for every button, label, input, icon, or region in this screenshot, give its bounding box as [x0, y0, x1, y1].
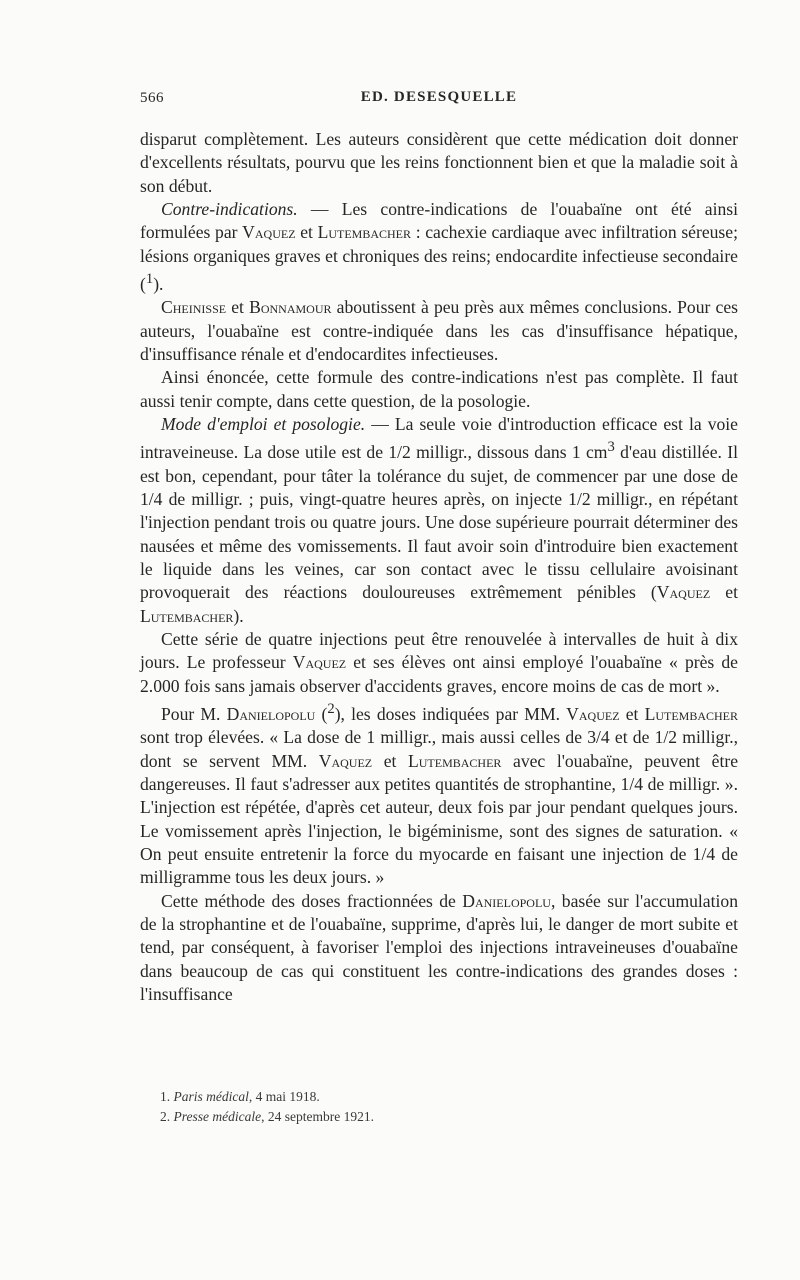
author-name: Vaquez	[566, 703, 620, 724]
author-name: Lutembacher	[317, 222, 412, 243]
footnote-number: 1.	[160, 1089, 171, 1104]
text-run: disparut complètement. Les auteurs considèrent que cette médication doit donner d'excellents résultats, pourvu que les reins fonctionnent bien et que la maladie soit à son début.	[140, 129, 738, 196]
author-name: Cheinisse	[161, 297, 227, 318]
text-run: , basée sur l'accumulation de la strophantine et de l'ouabaïne, supprime, d'après lui, le danger de mort subite et tend, par conséquent, à favoriser l'emploi des injections intraveineuses d'ouabaïne dans beaucoup de cas qui constituent les contre-indications des grandes doses : l'insuffisance	[140, 890, 738, 1004]
text-run: ).	[153, 273, 164, 294]
body-text	[140, 128, 738, 1006]
paragraph-ainsi	[140, 366, 738, 413]
running-title: ED. DESESQUELLE	[360, 89, 518, 105]
text-run: Cette série de quatre injections peut être renouvelée à intervalles de huit à dix jours. Le professeur	[140, 628, 738, 673]
text-run: Cette méthode des doses fractionnées de	[161, 890, 463, 911]
section-heading: Contre-indications.	[161, 199, 298, 220]
footnote-2	[160, 1107, 720, 1127]
footnote-ref: 2	[327, 700, 335, 717]
text-run: sont trop élevées. « La dose de 1 milligr., mais aussi celles de 3/4 et de 1/2 milligr., dont se servent MM.	[140, 727, 738, 771]
author-name: Vaquez	[318, 750, 373, 771]
text-run: d'eau distillée. Il est bon, cependant, pour tâter la tolérance du sujet, de commencer par une dose de 1/4 de milligr. ; puis, vingt-quatre heures après, on injecte 1/2 milligr., en répétant l'injection pendant trois ou quatre jours. Une dose supérieure pourrait déterminer des nausées et même des vomissements. Il faut avoir soin d'introduire bien exactement le liquide dans les veines, car son contact avec le tissu cellulaire avoisinant provoquerait des réactions douloureuses extrêmement pénibles (	[140, 442, 738, 603]
paragraph-mode-emploi	[140, 413, 738, 628]
text-run: (	[315, 703, 328, 724]
footnote-source: Presse médicale	[173, 1109, 262, 1124]
author-name: Vaquez	[656, 582, 711, 603]
text-run: et	[226, 297, 250, 318]
author-name: Bonnamour	[249, 297, 332, 318]
text-run: Pour M.	[161, 703, 227, 724]
paragraph-contre-indications	[140, 198, 738, 296]
paragraph-1	[140, 128, 738, 198]
author-name: Danielopolu	[226, 703, 316, 724]
text-run: et	[619, 703, 645, 724]
footnote-ref: 1	[145, 271, 154, 288]
author-name: Danielopolu	[462, 890, 551, 911]
author-name: Vaquez	[292, 652, 347, 673]
paragraph-methode	[140, 890, 738, 1007]
author-name: Lutembacher	[140, 605, 234, 626]
text-run: et	[295, 222, 318, 243]
text-run: et ses élèves ont ainsi employé l'ouabaïne « près de 2.000 fois sans jamais observer d'accidents graves, encore moins de cas de mort ».	[140, 652, 738, 696]
author-name: Lutembacher	[408, 750, 502, 771]
footnote-text: , 24 septembre 1921.	[261, 1109, 374, 1124]
footnotes	[160, 1087, 720, 1127]
section-heading: Mode d'emploi et posologie.	[161, 413, 366, 434]
text-run: et	[710, 582, 738, 603]
text-run: : cachexie cardiaque avec infiltration séreuse; lésions organiques graves et chroniques des reins; endocardite infectieuse secondaire (	[140, 222, 738, 294]
text-run: — Les contre-indications de l'ouabaïne ont été ainsi formulées par	[140, 199, 738, 243]
footnote-source: Paris médical	[173, 1089, 249, 1104]
text-run: avec l'ouabaïne, peuvent être dangereuses. Il faut s'adresser aux petites quantités de strophantine, 1/4 de milligr. ». L'injection est répétée, d'après cet auteur, deux fois par jour pendant quelques jours. Le vomissement après l'injection, le bigéminisme, sont des signes de saturation. « On peut ensuite entretenir la force du myocarde en faisant une injection de 1/4 de milligramme tous les deux jours. »	[140, 750, 739, 888]
paragraph-danielopolu	[140, 698, 738, 890]
author-name: Lutembacher	[644, 703, 738, 724]
page-header	[140, 90, 738, 114]
text-run: ), les doses indiquées par MM.	[334, 703, 567, 724]
text-run: ).	[233, 605, 244, 626]
superscript: 3	[607, 439, 615, 456]
text-run: Ainsi énoncée, cette formule des contre-indications n'est pas complète. Il faut aussi tenir compte, dans cette question, de la posologie.	[140, 367, 738, 411]
footnote-text: , 4 mai 1918.	[248, 1089, 320, 1104]
footnote-number: 2.	[160, 1109, 171, 1124]
text-run: et	[372, 750, 409, 771]
text-run: aboutissent à peu près aux mêmes conclusions. Pour ces auteurs, l'ouabaïne est contre-indiquée dans les cas d'insuffisance hépatique, d'insuffisance rénale et d'endocardites infectieuses.	[140, 297, 738, 364]
text-run: — La seule voie d'introduction efficace est la voie intraveineuse. La dose utile est de 1/2 milligr., dissous dans 1 cm	[140, 413, 738, 463]
footnote-1	[160, 1087, 720, 1107]
paragraph-cheinisse	[140, 296, 738, 366]
paragraph-serie	[140, 628, 738, 698]
author-name: Vaquez	[242, 222, 296, 243]
page-number: 566	[140, 90, 164, 106]
